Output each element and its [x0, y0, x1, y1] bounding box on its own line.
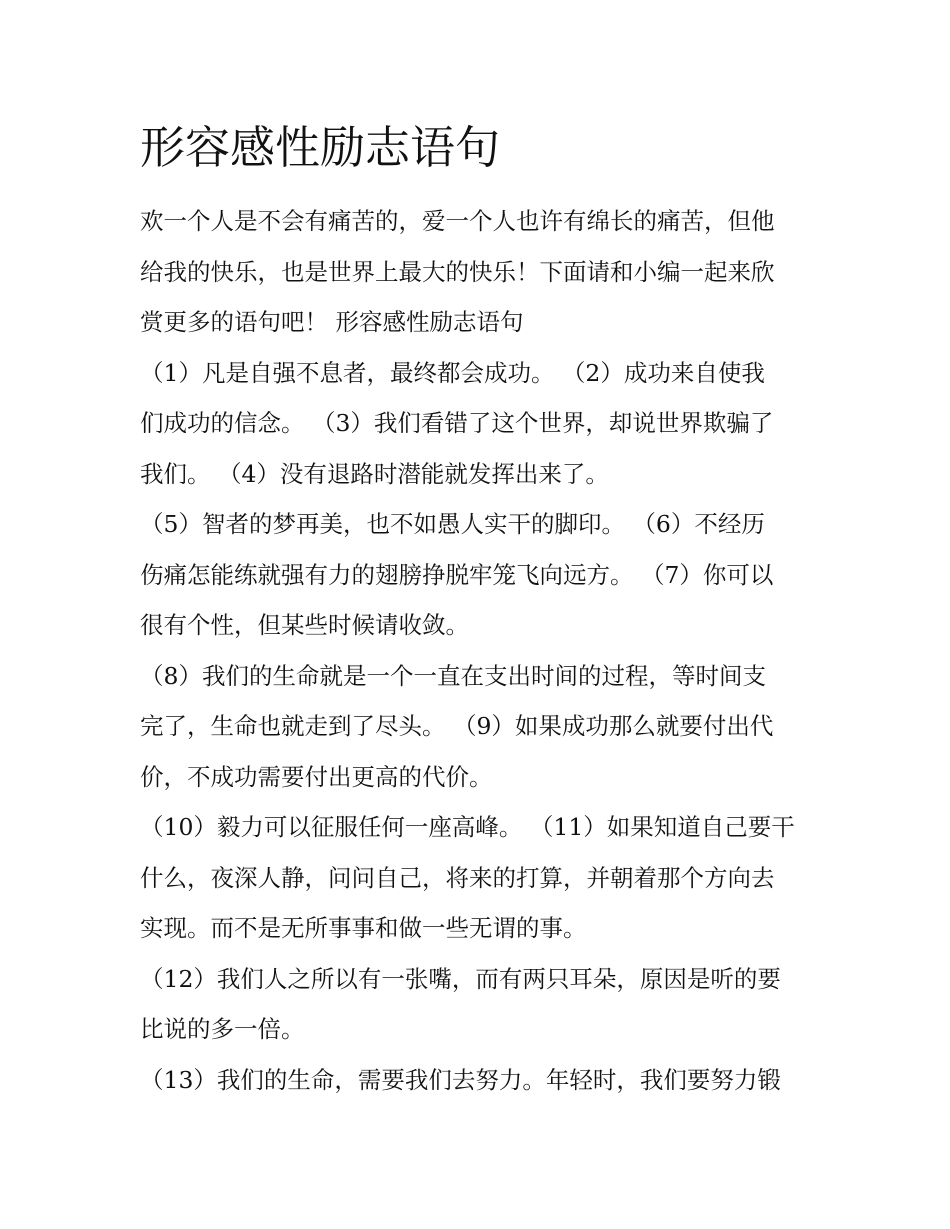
document-body	[140, 196, 820, 1105]
text-line: （8）我们的生命就是一个一直在支出时间的过程，等时间支	[140, 661, 766, 690]
text-line: 给我的快乐，也是世界上最大的快乐！下面请和小编一起来欣	[140, 257, 775, 286]
text-line: （12）我们人之所以有一张嘴，而有两只耳朵，原因是听的要	[140, 964, 781, 993]
text-line: 们成功的信念。 （3）我们看错了这个世界，却说世界欺骗了	[140, 409, 774, 437]
text-line: （5）智者的梦再美，也不如愚人实干的脚印。 （6）不经历	[140, 510, 765, 538]
text-line: （10）毅力可以征服任何一座高峰。 （11）如果知道自己要干	[140, 813, 795, 841]
text-line: 赏更多的语句吧！ 形容感性励志语句	[140, 308, 524, 336]
text-line: 价，不成功需要付出更高的代价。	[140, 762, 493, 791]
text-line: 欢一个人是不会有痛苦的，爱一个人也许有绵长的痛苦，但他	[140, 207, 775, 235]
document-title: 形容感性励志语句	[140, 121, 501, 174]
text-line: 我们。 （4）没有退路时潜能就发挥出来了。	[140, 459, 609, 488]
text-line: （13）我们的生命，需要我们去努力。年轻时，我们要努力锻	[140, 1065, 781, 1094]
text-line: 伤痛怎能练就强有力的翅膀挣脱牢笼飞向远方。 （7）你可以	[140, 560, 774, 589]
text-line: 什么，夜深人静，问问自己，将来的打算，并朝着那个方向去	[140, 863, 775, 892]
text-line: （1）凡是自强不息者，最终都会成功。 （2）成功来自使我	[140, 358, 765, 387]
text-line: 很有个性，但某些时候请收敛。	[140, 611, 469, 639]
text-line: 完了，生命也就走到了尽头。 （9）如果成功那么就要付出代	[140, 712, 774, 740]
text-line: 实现。而不是无所事事和做一些无谓的事。	[140, 914, 587, 942]
text-line: 比说的多一倍。	[140, 1015, 305, 1043]
